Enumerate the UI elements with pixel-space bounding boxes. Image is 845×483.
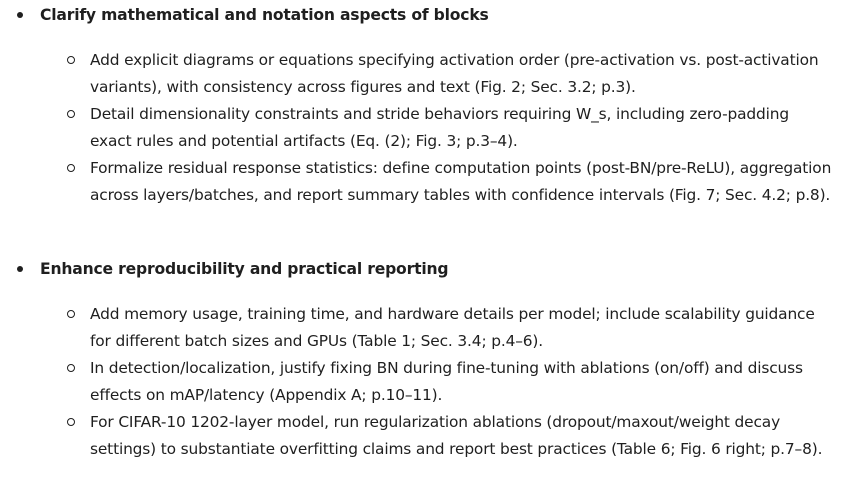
hollow-bullet-icon (67, 56, 75, 64)
list-item (0, 101, 835, 155)
hollow-bullet-icon (67, 110, 75, 118)
hollow-bullet-icon (67, 364, 75, 372)
section-title: Enhance reproducibility and practical reporting (40, 260, 449, 278)
list-item (0, 409, 835, 463)
list-item-text: For CIFAR-10 1202-layer model, run regularization ablations (dropout/maxout/weight decay settings) to substantiate overfitting claims and report best practices (Table 6; Fig. 6 right; p.7–8). (90, 413, 823, 458)
list-item-text: In detection/localization, justify fixing BN during fine-tuning with ablations (on/off) and discuss effects on mAP/latency (Appendix A; p.10–11). (90, 359, 803, 404)
section-title: Clarify mathematical and notation aspects of blocks (40, 6, 489, 24)
sub-bullet-list (0, 47, 845, 209)
list-item (0, 355, 835, 409)
list-item (0, 47, 835, 101)
list-item (0, 301, 835, 355)
hollow-bullet-icon (67, 418, 75, 426)
hollow-bullet-icon (67, 310, 75, 318)
list-item-text: Add memory usage, training time, and hardware details per model; include scalability guidance for different batch sizes and GPUs (Table 1; Sec. 3.4; p.4–6). (90, 305, 815, 350)
list-item-text: Add explicit diagrams or equations specifying activation order (pre-activation vs. post-activation variants), with consistency across figures and text (Fig. 2; Sec. 3.2; p.3). (90, 51, 819, 96)
list-item-text: Formalize residual response statistics: define computation points (post-BN/pre-ReLU), aggregation across layers/batches, and report summary tables with confidence intervals (Fig. 7; Sec. 4.2; p.8). (90, 159, 832, 204)
filled-bullet-icon (17, 266, 23, 272)
sub-bullet-list (0, 301, 845, 463)
hollow-bullet-icon (67, 164, 75, 172)
list-item-text: Detail dimensionality constraints and stride behaviors requiring W_s, including zero-padding exact rules and potential artifacts (Eq. (2); Fig. 3; p.3–4). (90, 105, 790, 150)
filled-bullet-icon (17, 12, 23, 18)
list-item (0, 155, 835, 209)
